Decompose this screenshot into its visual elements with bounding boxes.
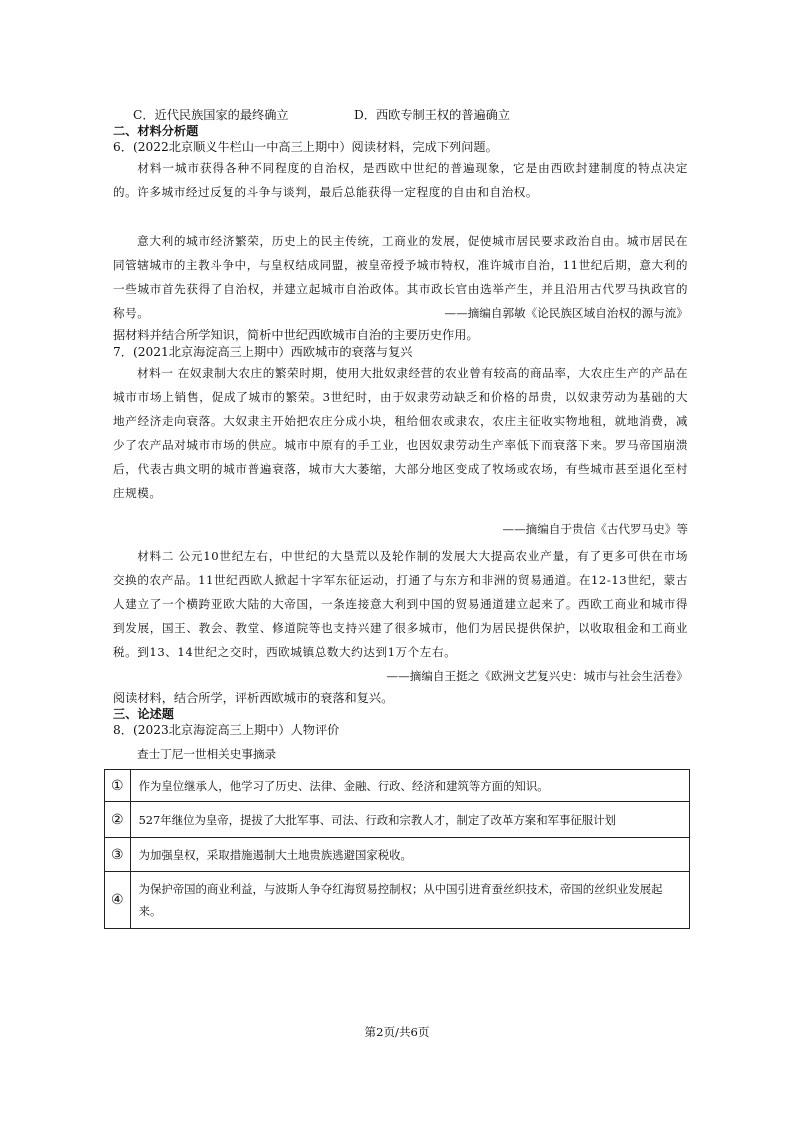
question-7-source-1: ——摘编自于贵信《古代罗马史》等 [502,522,688,536]
page-footer: 第2页/共6页 [364,1025,430,1039]
row-text: 527年继位为皇帝，提拔了大批军事、司法、行政和宗教人才，制定了改革方案和军事征服计划 [130,802,689,838]
section-title-material-analysis: 二、材料分析题 [113,124,199,138]
paragraph-text: 材料二 公元10世纪左右，中世纪的大垦荒以及轮作制的发展大大提高农业产量，有了更多可供在市场交换的农产品。11世纪西欧人掀起十字军东征运动，打通了与东方和非洲的贸易通道。在12-13世纪，蒙古人建立了一个横跨亚欧大陆的大帝国，一条连接意大利到中国的贸易通道建立起来了。西欧工商业和城市得到发展，国王、教会、教堂、修道院等也支持兴建了很多城市，他们为居民提供保护，以收取租金和工商业税。到13、14世纪之交时，西欧城镇总数大约达到1万个左右。 [113,549,688,659]
paragraph-text: 材料一 在奴隶制大农庄的繁荣时期，使用大批奴隶经营的农业曾有较高的商品率，大农庄生产的产品在城市市场上销售，促成了城市的繁荣。3世纪时，由于奴隶劳动缺乏和价格的昂贵，以奴隶劳动为基础的大地产经济走向衰落。大奴隶主开始把农庄分成小块，租给佃农或隶农，农庄主征收实物地租，就地消费，减少了农产品对城市市场的供应。城市中原有的手工业，也因奴隶劳动生产率低下而衰落下来。罗马帝国崩溃后，代表古典文明的城市普遍衰落，城市大大萎缩，大部分地区变成了牧场或农场，有些城市甚至退化至村庄规模。 [113,366,688,500]
paragraph-text: 意大利的城市经济繁荣，历史上的民主传统，工商业的发展，促使城市居民要求政治自由。城市居民在同管辖城市的主教斗争中，与皇权结成同盟，被皇帝授予城市特权，准许城市自治，11世纪后期，意大利的一些城市首先获得了自治权，并建立起城市自治政体。其市政长官由选举产生，并且沿用古代罗马执政官的称号。 [113,234,688,320]
question-6-material-paragraph-1 [113,156,688,204]
events-table [104,769,690,929]
question-7-material-2 [113,544,688,664]
row-number: ① [105,770,131,802]
table-row [105,770,690,802]
question-7-material-1 [113,361,688,505]
paragraph-text: 材料一城市获得各种不同程度的自治权，是西欧中世纪的普遍现象，它是由西欧封建制度的特点决定的。许多城市经过反复的斗争与谈判，最后总能获得一定程度的自由和自治权。 [113,161,688,199]
option-d: D．西欧专制王权的普遍确立 [354,108,511,122]
row-text: 为加强皇权，采取措施遏制大土地贵族逃避国家税收。 [130,838,689,872]
question-8-stem: 8．(2023北京海淀高三上期中）人物评价 [113,723,340,737]
question-6-stem: 6．(2022北京顺义牛栏山一中高三上期中）阅读材料，完成下列问题。 [113,140,498,154]
table-row [105,802,690,838]
question-7-stem: 7．(2021北京海淀高三上期中）西欧城市的衰落与复兴 [113,345,413,359]
row-text: 作为皇位继承人，他学习了历史、法律、金融、行政、经济和建筑等方面的知识。 [130,770,689,802]
row-number: ③ [105,838,131,872]
row-number: ② [105,802,131,838]
section-title-essay: 三、论述题 [113,707,174,721]
question-6-question: 据材料并结合所学知识，简析中世纪西欧城市自治的主要历史作用。 [113,328,479,342]
table-title: 查士丁尼一世相关史事摘录 [137,747,277,761]
question-7-source-2: ——摘编自王挺之《欧洲文艺复兴史：城市与社会生活卷》 [386,669,688,683]
option-c: C．近代民族国家的最终确立 [133,108,289,122]
question-6-source: ——摘编自郭敏《论民族区域自治权的源与流》 [444,306,688,320]
table-row [105,838,690,872]
table-row [105,872,690,929]
row-number: ④ [105,872,131,929]
row-text: 为保护帝国的商业利益，与波斯人争夺红海贸易控制权；从中国引进育蚕丝织技术，帝国的丝织业发展起来。 [130,872,689,929]
question-7-question: 阅读材料，结合所学，评析西欧城市的衰落和复兴。 [113,691,394,705]
